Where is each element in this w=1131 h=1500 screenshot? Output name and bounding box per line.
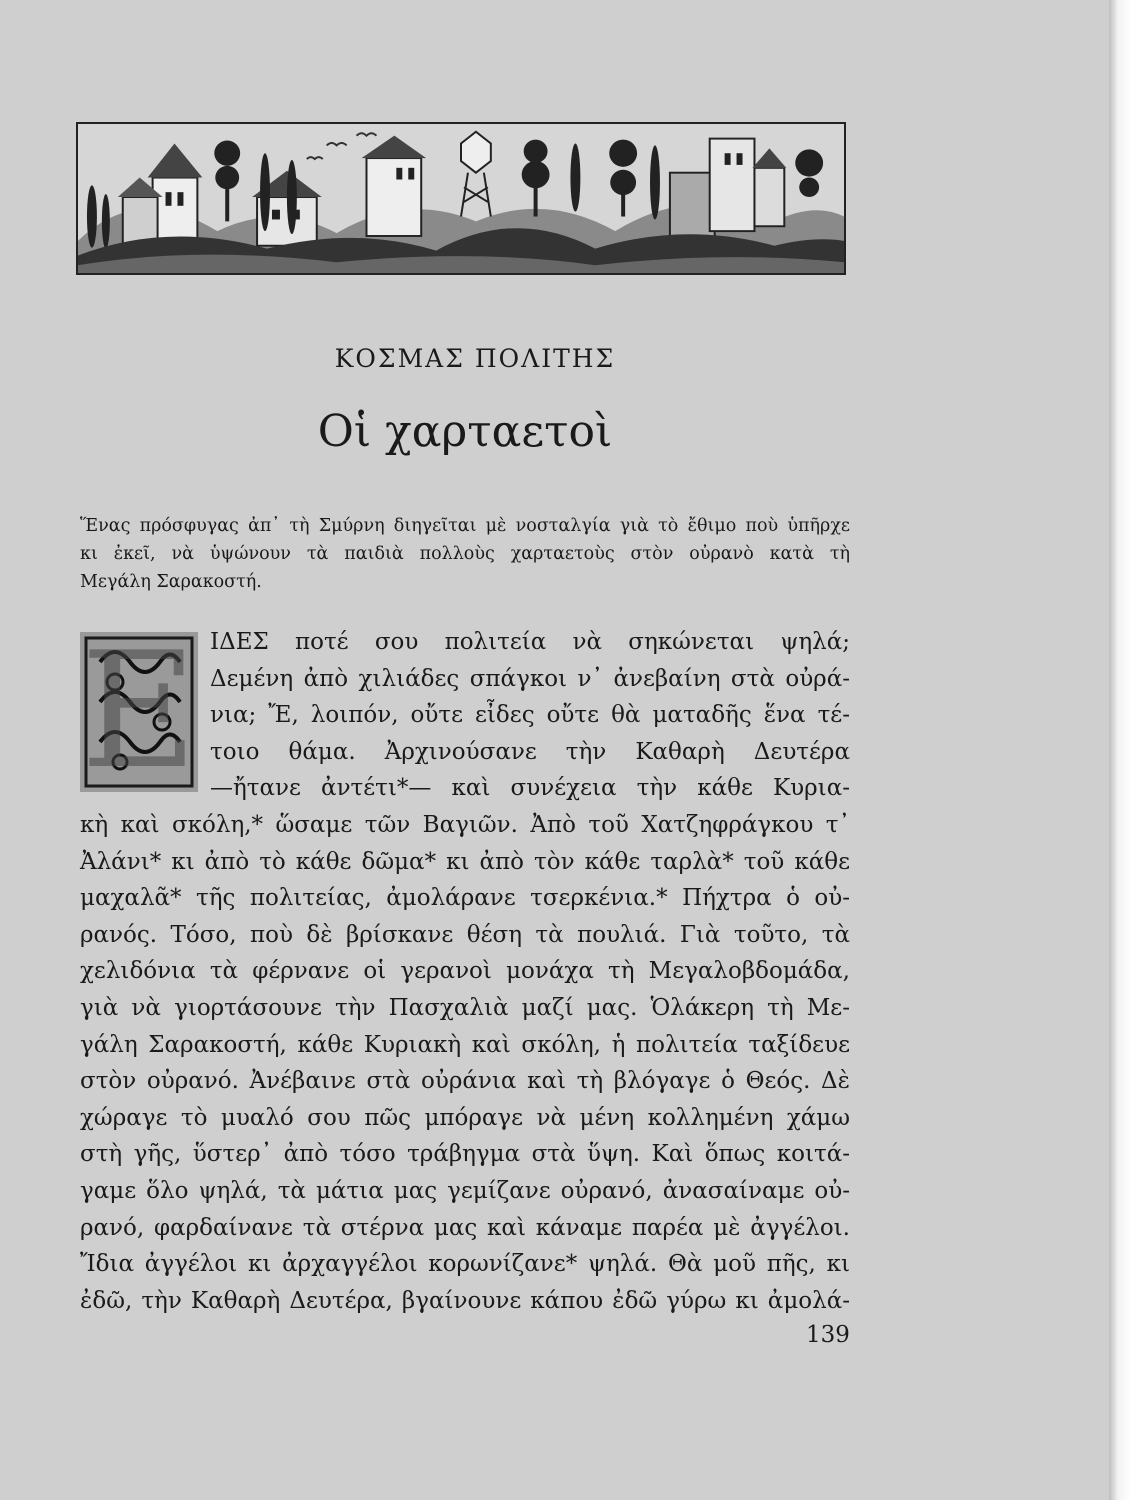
body-line: Ἴδια ἀγγέλοι κι ἀρχαγγέλοι κορωνίζανε* ψηλά. Θὰ μοῦ πῆς, κι [80, 1251, 850, 1278]
page-title: Οἱ χαρταετοὶ [317, 406, 613, 457]
body-line: χελιδόνια τὰ φέρνανε οἱ γερανοὶ μονάχα τὴ Μεγαλοβδομάδα, [80, 958, 850, 985]
body-line: γιὰ νὰ γιορτάσουνε τὴν Πασχαλιὰ μαζί μας. Ὁλάκερη τὴ Με- [80, 994, 850, 1021]
body-line: στὴ γῆς, ὕστερ᾽ ἀπὸ τόσο τράβηγμα στὰ ὕψη. Καὶ ὅπως κοιτά- [80, 1141, 850, 1168]
body-line: μαχαλᾶ* τῆς πολιτείας, ἀμολάρανε τσερκένια.* Πήχτρα ὁ οὐ- [80, 885, 850, 912]
body-line: γάλη Σαρακοστή, κάθε Κυριακὴ καὶ σκόλη, ἡ πολιτεία ταξίδευε [80, 1031, 850, 1058]
body-line: ρανός. Τόσο, ποὺ δὲ βρίσκανε θέση τὰ πουλιά. Γιὰ τοῦτο, τὰ [80, 921, 850, 948]
body-line: —ἤτανε ἀντέτι*— καὶ συνέχεια τὴν κάθε Κυρια- [210, 775, 850, 802]
body-line: νια; Ἔ, λοιπόν, οὔτε εἶδες οὔτε θὰ ματαδῆς ἕνα τέ- [210, 702, 850, 729]
intro-line: Ἕνας πρόσφυγας ἀπ᾽ τὴ Σμύρνη διηγεῖται μὲ νοσταλγία γιὰ τὸ ἔθιμο ποὺ ὑπῆρχε [80, 516, 850, 536]
intro-line: κι ἐκεῖ, νὰ ὑψώνουν τὰ παιδιὰ πολλοὺς χαρταετοὺς στὸν οὐρανὸ κατὰ τὴ [80, 544, 850, 564]
body-line: κὴ καὶ σκόλη,* ὥσαμε τῶν Βαγιῶν. Ἀπὸ τοῦ Χατζηφράγκου τ᾽ [80, 811, 850, 838]
body-line: Δεμένη ἀπὸ χιλιάδες σπάγκοι ν᾽ ἀνεβαίνη στὰ οὐρά- [210, 665, 850, 692]
page-edge [1109, 0, 1131, 1500]
body-line: Ἀλάνι* κι ἀπὸ τὸ κάθε δῶμα* κι ἀπὸ τὸν κάθε ταρλὰ* τοῦ κάθε [80, 848, 850, 875]
page-number: 139 [806, 1322, 850, 1348]
body-line: ἐδῶ, τὴν Καθαρὴ Δευτέρα, βγαίνουνε κάπου ἐδῶ γύρω κι ἀμολά- [80, 1287, 850, 1314]
village-banner-illustration [76, 122, 846, 275]
body-line: τοιο θάμα. Ἀρχινούσανε τὴν Καθαρὴ Δευτέρα [210, 738, 850, 765]
intro-paragraph [80, 512, 850, 596]
body-line: στὸν οὐρανό. Ἀνέβαινε στὰ οὐράνια καὶ τὴ βλόγαγε ὁ Θεός. Δὲ [80, 1068, 850, 1095]
drop-cap-letter: Ε [80, 617, 198, 804]
body-line: γαμε ὅλο ψηλά, τὰ μάτια μας γεμίζανε οὐρανό, ἀνασαίναμε οὐ- [80, 1177, 850, 1204]
body-line: χώραγε τὸ μυαλό σου πῶς μπόραγε νὰ μένη κολλημένη χάμω [80, 1104, 850, 1131]
body-line: ρανό, φαρδαίνανε τὰ στέρνα μας καὶ κάναμε παρέα μὲ ἀγγέλοι. [80, 1214, 850, 1241]
intro-line: Μεγάλη Σαρακοστή. [80, 572, 262, 592]
body-line: ΙΔΕΣ ποτέ σου πολιτεία νὰ σηκώνεται ψηλά; [210, 629, 850, 655]
body-paragraph [80, 617, 850, 1319]
author-name: ΚΟΣΜΑΣ ΠΟΛΙΤΗΣ [334, 344, 616, 373]
